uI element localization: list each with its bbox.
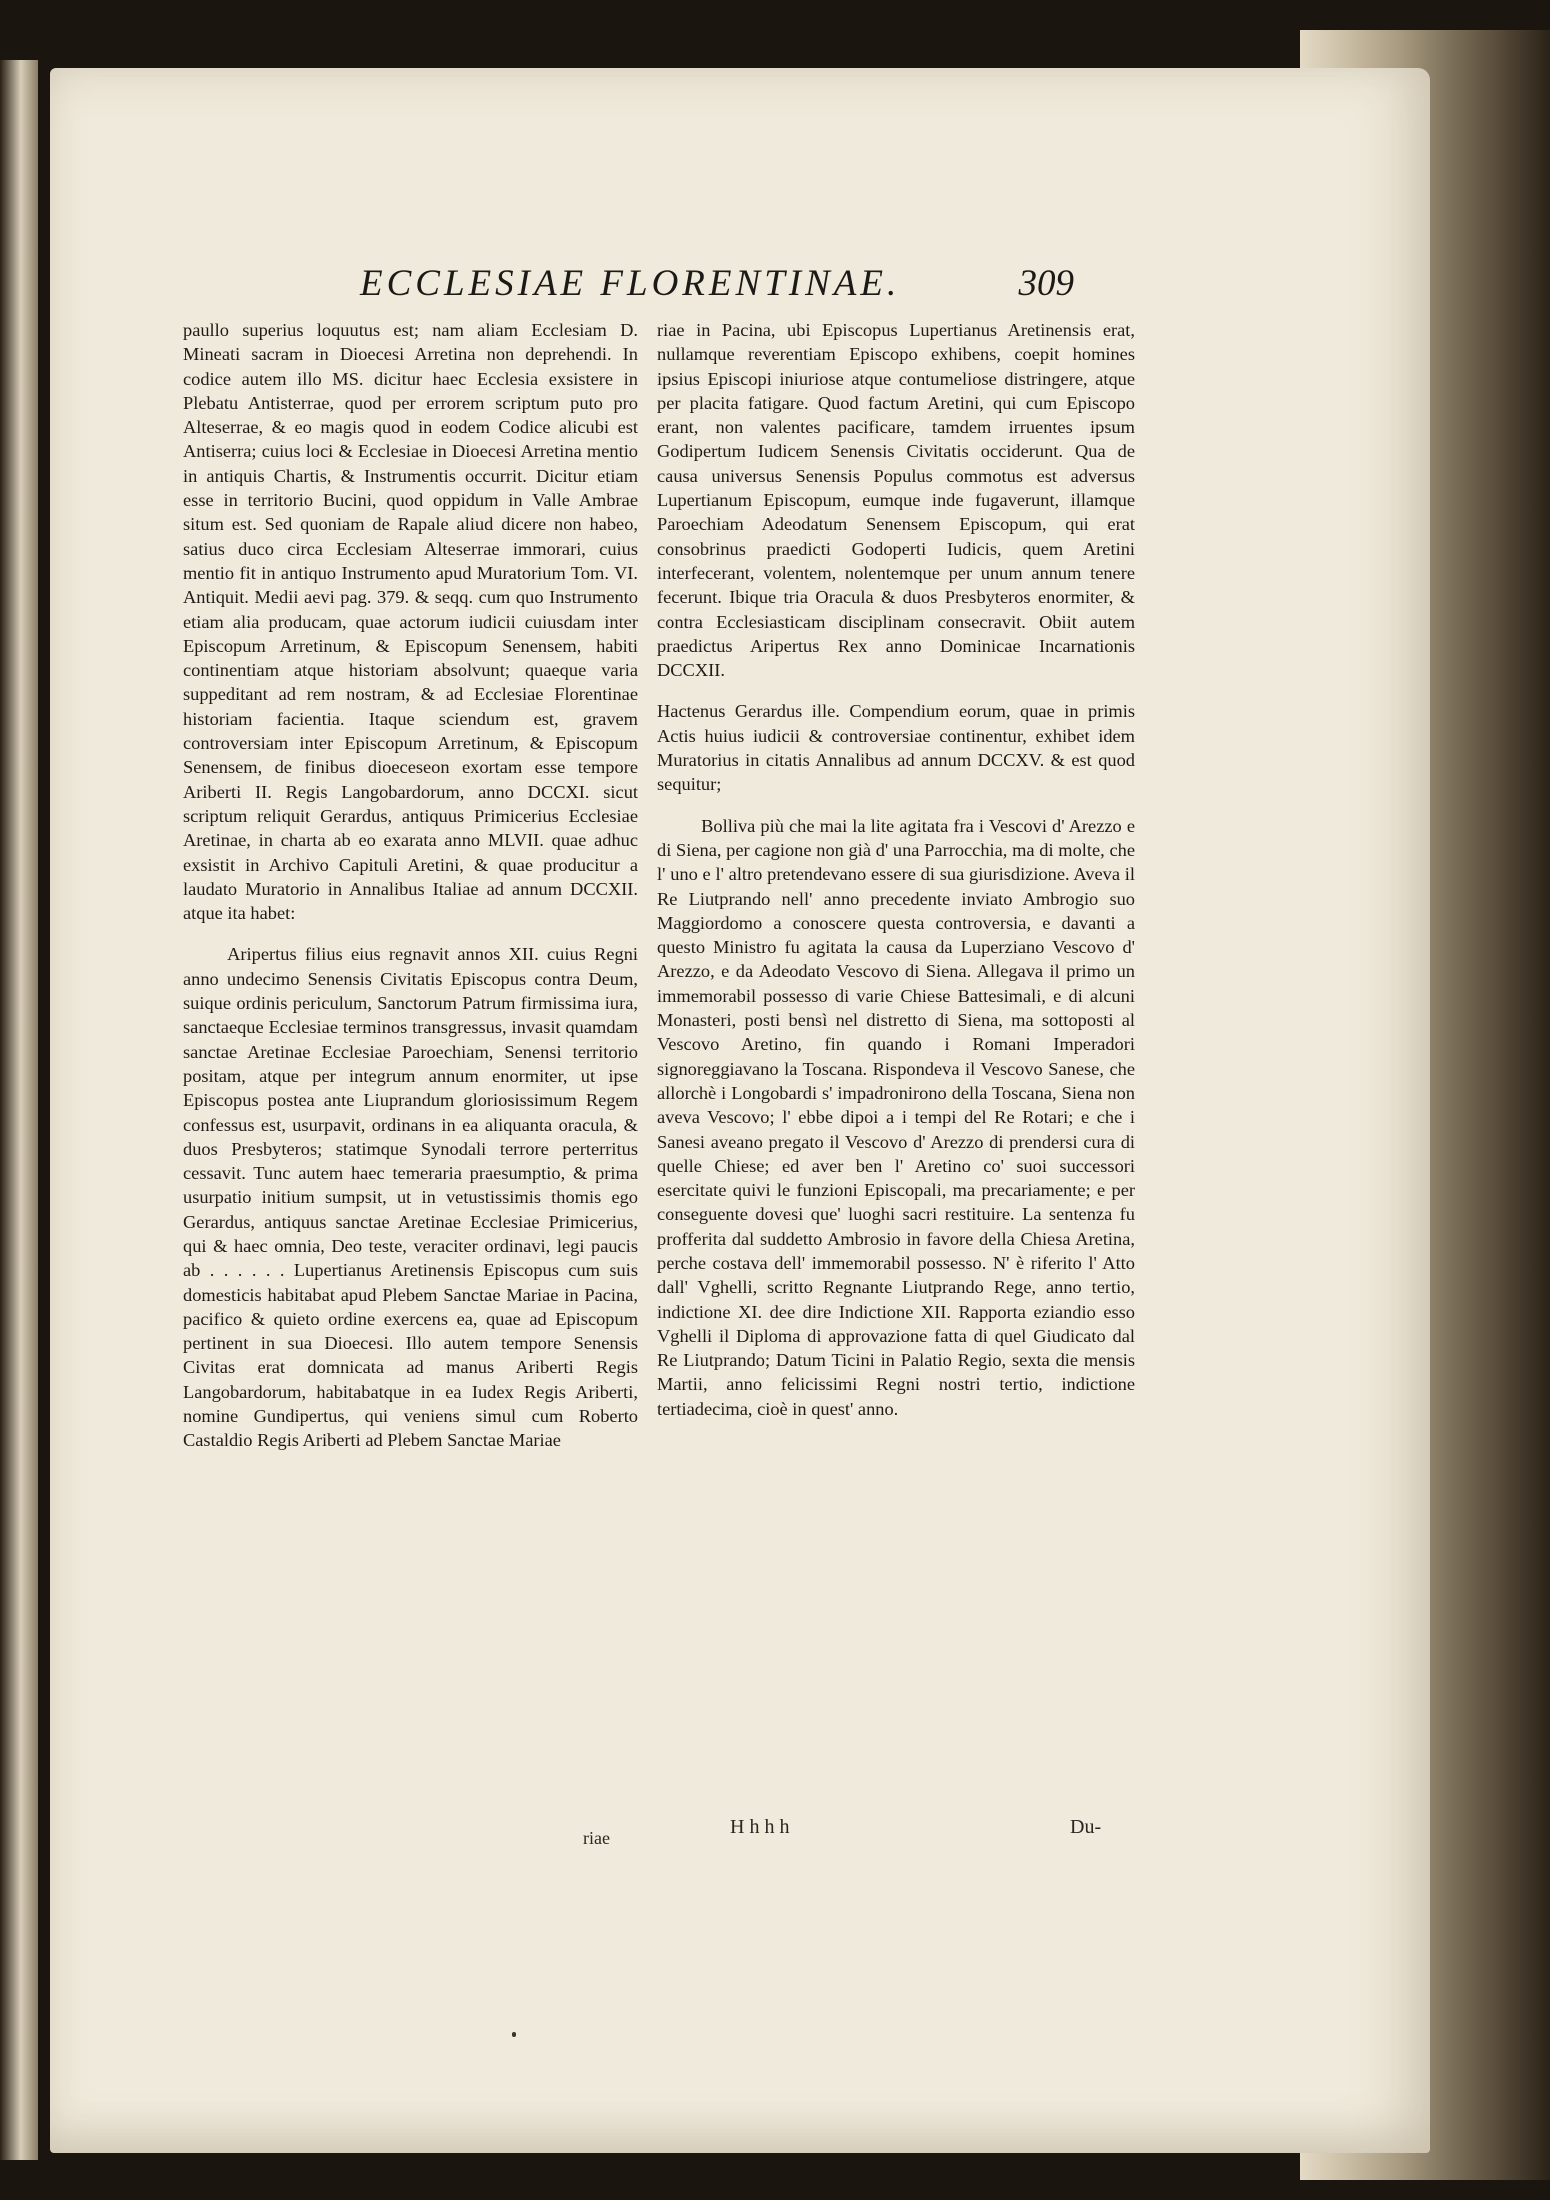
- left-paragraph-1: paullo superius loquutus est; nam aliam Ecclesiam D. Mineati sacram in Dioecesi Arretina non deprehendi. In codice autem illo MS. dicitur haec Ecclesia exsistere in Plebatu Antisterrae, quod per errorem scriptum puto pro Alteserrae, & eo magis quod in eodem Codice alicubi est Antiserra; cuius loci & Ecclesiae in Dioecesi Arretina mentio in antiquis Chartis, & Instrumentis occurrit. Dicitur etiam esse in territorio Bucini, quod oppidum in Valle Ambrae situm est. Sed quoniam de Rapale aliud dicere non habeo, satius duco circa Ecclesiam Alteserrae immorari, cuius mentio fit in antiquo Instrumento apud Muratorium Tom. VI. Antiquit. Medii aevi pag. 379. & seqq. cum quo Instrumento etiam alia producam, quae actorum iudicii cuiusdam inter Episcopum Arretinum, & Episcopum Senensem, habiti continentiam atque historiam absolvunt; quaeque varia suppeditant ad rem nostram, & ad Ecclesiae Florentinae historiam facientia. Itaque sciendum est, gravem controversiam inter Episcopum Arretinum, & Episcopum Senensem, de finibus dioeceseon exortam esse tempore Ariberti II. Regis Langobardorum, anno DCCXI. sicut scriptum reliquit Gerardus, antiquus Primicerius Ecclesiae Aretinae, in charta ab eo exarata anno MLVII. quae adhuc exsistit in Archivo Capituli Aretini, & quae producitur a laudato Muratorio in Annalibus Italiae ad annum DCCXII. atque ita habet:: [183, 320, 638, 924]
- page-number: 309: [1018, 263, 1074, 304]
- ink-spot: [512, 2032, 516, 2037]
- right-paragraph-3: Bolliva più che mai la lite agitata fra i Vescovi d' Arezzo e di Siena, per cagione non già d' una Parrocchia, ma di molte, che l' uno e l' altro pretendevano essere di sua giurisdizione. Aveva il Re Liutprando nell' anno precedente inviato Ambrogio suo Maggiordomo a conoscere questa controversia, e davanti a questo Ministro fu agitata la causa da Luperziano Vescovo d' Arezzo, e da Adeodato Vescovo di Siena. Allegava il primo un immemorabil possesso di varie Chiese Battesimali, e di alcuni Monasteri, posti bensì nel distretto di Siena, ma sottoposti al Vescovo Aretino, fin quando i Romani Imperadori signoreggiavano la Toscana. Rispondeva il Vescovo Sanese, che allorchè i Longobardi s' impadronirono della Toscana, Siena non aveva Vescovo; l' ebbe dipoi a i tempi del Re Rotari; e che i Sanesi aveano pregato il Vescovo d' Arezzo di prendersi cura di quelle Chiese; ed aver ben l' Aretino co' suoi successori esercitate quivi le funzioni Episcopali, ma precariamente; e per conseguente dovesi que' luoghi sacri restituire. La sentenza fu profferita dal suddetto Ambrosio in favore della Chiesa Aretina, perche costava dell' immemorabil possesso. N' è riferito l' Atto dall' Vghelli, scritto Regnante Liutprando Rege, anno tertio, indictione XI. dee dire Indictione XII. Rapporta eziandio esso Vghelli il Diploma di approvazione fatta di quel Giudicato dal Re Liutprando; Datum Ticini in Palatio Regio, sexta die mensis Martii, anno felicissimi Regni nostri tertio, indictione tertiadecima, cioè in quest' anno.: [657, 815, 1135, 1419]
- right-paragraph-1: riae in Pacina, ubi Episcopus Lupertianus Aretinensis erat, nullamque reverentiam Episcopo exhibens, coepit homines ipsius Episcopi iniuriose atque contumeliose distringere, atque per placita fatigare. Quod factum Aretini, qui cum Episcopo erant, non valentes pacificare, tamdem irruentes ipsum Godipertum Iudicem Senensis Civitatis occiderunt. Qua de causa universus Senensis Populus commotus est adversus Lupertianum Episcopum, eumque inde fugaverunt, illamque Paroechiam Adeodatum Senensem Episcopum, qui erat consobrinus praedicti Godoperti Iudicis, quem Aretini interfecerant, volentem, nolentemque per unum annum tenere fecerunt. Ibique tria Oracula & duos Presbyteros enormiter, & contra Ecclesiasticam disciplinam consecravit. Obiit autem praedictus Aripertus Rex anno Dominicae Incarnationis DCCXII.: [657, 320, 1135, 681]
- right-column: [657, 318, 1135, 1421]
- page-header: [360, 262, 1100, 312]
- right-catchword: Du-: [1070, 1816, 1102, 1838]
- right-paragraph-2: Hactenus Gerardus ille. Compendium eorum, quae in primis Actis huius iudicii & controversiae continentur, exhibet idem Muratorius in citatis Annalibus ad annum DCCXV. & est quod sequitur;: [657, 701, 1135, 795]
- left-catchword: riae: [583, 1828, 610, 1848]
- left-column: [183, 318, 638, 1453]
- running-title: ECCLESIAE FLORENTINAE.: [360, 263, 901, 304]
- previous-page-edge: [0, 60, 38, 2160]
- signature-mark: Hhhh: [730, 1816, 795, 1838]
- left-paragraph-2: Aripertus filius eius regnavit annos XII. cuius Regni anno undecimo Senensis Civitatis Episcopus contra Deum, suique ordinis periculum, Sanctorum Patrum firmissima iura, sanctaeque Ecclesiae terminos transgressus, invasit quamdam sanctae Aretinae Ecclesiae Paroechiam, Senensi territorio positam, atque per integrum annum enormiter, ut ipse Episcopus postea ante Liuprandum gloriosissimum Regem confessus est, usurpavit, ordinans in ea aliquanta oracula, & duos Presbyteros; statimque Synodali terrore perterritus cessavit. Tunc autem haec temeraria praesumptio, & prima usurpatio initium sumpsit, ut in vetustissimis thomis ego Gerardus, antiquus sanctae Aretinae Ecclesiae Primicerius, qui & haec omnia, Deo teste, veraciter ordinavi, legi paucis ab . . . . . . Lupertianus Aretinensis Episcopus cum suis domesticis habitabat apud Plebem Sanctae Mariae in Pacina, pacifico & quieto ordine exercens ea, quae ad Episcopum pertinent in sua Dioecesi. Illo autem tempore Senensis Civitas erat domnicata ad manus Ariberti Regis Langobardorum, habitabatque in ea Iudex Regis Ariberti, nomine Gundipertus, qui veniens simul cum Roberto Castaldio Regis Ariberti ad Plebem Sanctae Mariae: [183, 944, 638, 1451]
